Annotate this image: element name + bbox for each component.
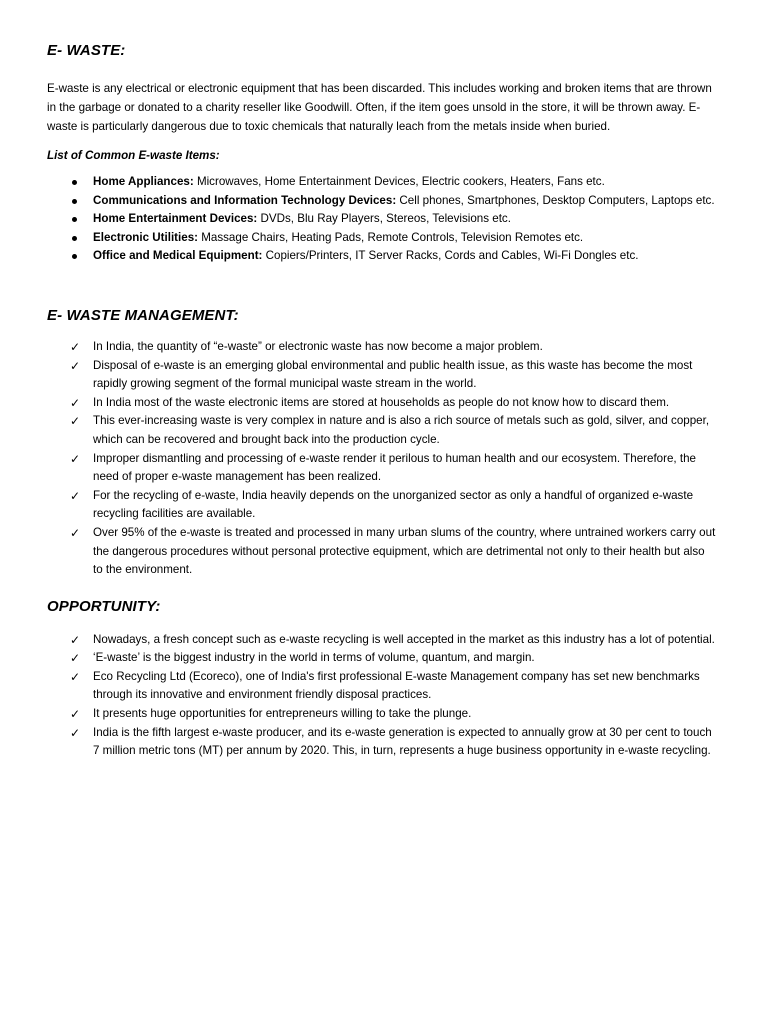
opportunity-list	[47, 631, 717, 761]
item-text: Over 95% of the e-waste is treated and processed in many urban slums of the country, where untrained workers carry out the dangerous procedures without personal protective equipment, which are detrimental not only to their health but also to the environment.	[93, 525, 716, 577]
document-page	[47, 42, 717, 761]
management-heading: E- WASTE MANAGEMENT:	[47, 306, 239, 324]
item-text: Disposal of e-waste is an emerging global environmental and public health issue, as this waste has become the most rapidly growing segment of the formal municipal waste stream in the world.	[93, 358, 693, 391]
bullet-icon	[72, 217, 77, 222]
item-text: Copiers/Printers, IT Server Racks, Cords and Cables, Wi-Fi Dongles etc.	[262, 249, 639, 263]
list-item	[47, 705, 717, 724]
checkmark-icon: ✓	[69, 414, 81, 429]
ewaste-paragraph: E-waste is any electrical or electronic equipment that has been discarded. This includes working and broken items that are thrown in the garbage or donated to a charity reseller like Goodwill. Often, if the item goes unsold in the store, it will be thrown away. E-waste is particularly dangerous due to toxic chemicals that naturally leach from the metals inside when buried.	[47, 82, 712, 133]
item-text: This ever-increasing waste is very complex in nature and is also a rich source of metals such as gold, silver, and copper, which can be recovered and brought back into the production cycle.	[93, 414, 710, 446]
list-item	[47, 229, 717, 248]
item-text: For the recycling of e-waste, India heavily depends on the unorganized sector as only a handful of organized e-waste recycling facilities are available.	[93, 488, 694, 521]
ewaste-heading: E- WASTE:	[47, 42, 126, 59]
checkmark-icon: ✓	[69, 358, 81, 373]
checkmark-icon: ✓	[69, 488, 81, 503]
checkmark-icon: ✓	[69, 339, 81, 354]
list-item	[47, 192, 717, 211]
opportunity-heading: OPPORTUNITY:	[47, 597, 161, 615]
list-item	[47, 357, 717, 394]
list-item	[47, 450, 717, 487]
checkmark-icon: ✓	[69, 707, 81, 722]
ewaste-items-list	[47, 173, 717, 266]
item-text: It presents huge opportunities for entrepreneurs willing to take the plunge.	[93, 707, 472, 721]
item-text: ‘E-waste’ is the biggest industry in the world in terms of volume, quantum, and margin.	[93, 651, 535, 665]
item-text: Cell phones, Smartphones, Desktop Computers, Laptops etc.	[396, 193, 715, 207]
checkmark-icon: ✓	[69, 651, 81, 666]
management-list	[47, 338, 717, 580]
bullet-icon	[72, 254, 77, 259]
bullet-icon	[72, 180, 77, 185]
item-text: Microwaves, Home Entertainment Devices, Electric cookers, Heaters, Fans etc.	[193, 175, 605, 188]
item-label: Home Appliances:	[93, 175, 194, 188]
checkmark-icon: ✓	[69, 451, 81, 466]
checkmark-icon: ✓	[69, 725, 81, 740]
checkmark-icon: ✓	[69, 395, 81, 410]
item-text: India is the fifth largest e-waste producer, and its e-waste generation is expected to annually grow at 30 per cent to touch 7 million metric tons (MT) per annum by 2020. This, in turn, represents a huge business opportunity in e-waste recycling.	[93, 725, 712, 758]
list-item	[47, 631, 717, 650]
checkmark-icon: ✓	[69, 669, 81, 684]
item-text: Eco Recycling Ltd (Ecoreco), one of India's first professional E-waste Management company has set new benchmarks through its innovative and environment friendly disposal practices.	[93, 669, 700, 702]
item-label: Electronic Utilities:	[93, 230, 199, 244]
item-text: In India most of the waste electronic items are stored at households as people do not know how to discard them.	[93, 395, 670, 409]
item-text: DVDs, Blu Ray Players, Stereos, Televisions etc.	[257, 212, 511, 226]
item-text: Improper dismantling and processing of e-waste render it perilous to human health and our ecosystem. Therefore, the need of proper e-waste management has been realized.	[93, 451, 696, 484]
list-item	[47, 247, 717, 266]
list-item	[47, 338, 717, 357]
list-item	[47, 487, 717, 524]
list-item	[47, 210, 717, 229]
list-item	[47, 412, 717, 449]
list-item	[47, 724, 717, 761]
item-text: Nowadays, a fresh concept such as e-waste recycling is well accepted in the market as this industry has a lot of potential.	[93, 632, 715, 646]
list-item	[47, 394, 717, 413]
list-item	[47, 649, 717, 668]
list-item	[47, 173, 717, 192]
list-item	[47, 524, 717, 580]
item-label: Communications and Information Technology Devices:	[93, 193, 397, 207]
checkmark-icon: ✓	[69, 525, 81, 540]
bullet-icon	[72, 199, 77, 204]
bullet-icon	[72, 236, 77, 241]
checkmark-icon: ✓	[69, 632, 81, 647]
item-label: Home Entertainment Devices:	[93, 212, 258, 226]
ewaste-list-title: List of Common E-waste Items:	[47, 149, 220, 162]
item-text: In India, the quantity of “e-waste” or electronic waste has now become a major problem.	[93, 339, 543, 353]
list-item	[47, 668, 717, 705]
item-label: Office and Medical Equipment:	[93, 249, 263, 263]
item-text: Massage Chairs, Heating Pads, Remote Controls, Television Remotes etc.	[198, 230, 584, 244]
